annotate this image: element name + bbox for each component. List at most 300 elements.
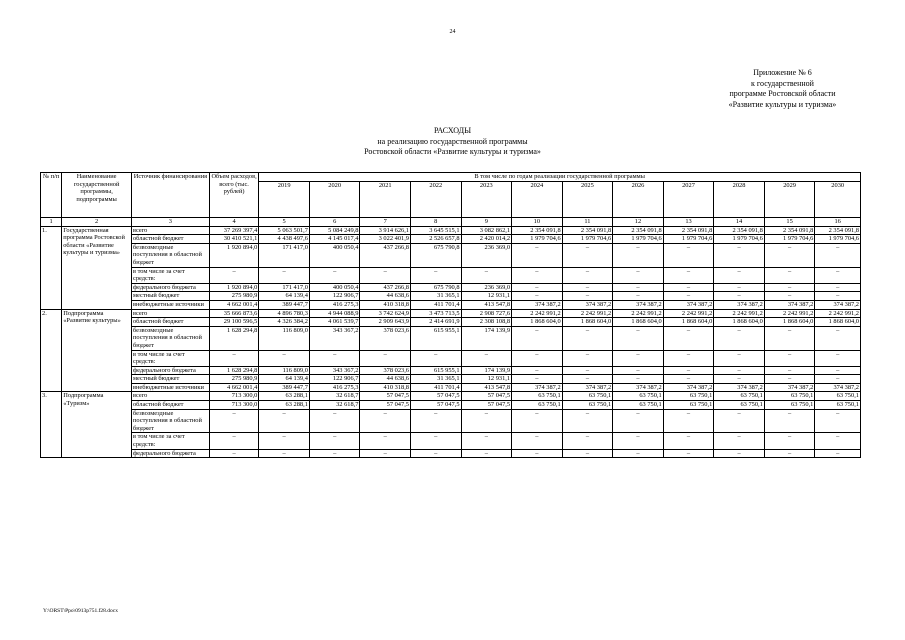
year-amount: 3 473 713,5	[411, 309, 462, 318]
year-amount: 2 354 091,8	[562, 226, 613, 235]
column-number: 4	[209, 217, 259, 226]
year-amount: 31 365,1	[411, 375, 462, 384]
year-amount: –	[764, 433, 815, 449]
year-amount: 2 420 014,2	[461, 235, 512, 244]
year-amount: –	[714, 243, 765, 267]
year-amount: 374 387,2	[714, 383, 765, 392]
year-amount: 2 242 991,2	[714, 309, 765, 318]
table-row	[41, 226, 861, 235]
year-amount: –	[663, 433, 714, 449]
column-number: 5	[259, 217, 310, 226]
year-amount: –	[360, 267, 411, 283]
year-amount: –	[562, 267, 613, 283]
year-amount: –	[714, 267, 765, 283]
year-amount: 32 618,7	[309, 392, 360, 401]
year-amount: 1 868 604,0	[512, 318, 563, 327]
table-row	[41, 243, 861, 267]
year-amount: 57 047,5	[461, 401, 512, 410]
year-amount: –	[764, 326, 815, 350]
year-amount: 374 387,2	[512, 383, 563, 392]
funding-source: областной бюджет	[131, 235, 209, 244]
year-amount: –	[613, 366, 664, 375]
funding-source: областной бюджет	[131, 318, 209, 327]
year-amount: –	[613, 433, 664, 449]
table-row	[41, 392, 861, 401]
year-amount: 2 242 991,2	[613, 309, 664, 318]
year-amount: 343 367,2	[309, 326, 360, 350]
year-amount: 615 955,1	[411, 366, 462, 375]
year-amount: –	[512, 267, 563, 283]
table-row	[41, 383, 861, 392]
year-amount: 374 387,2	[714, 300, 765, 309]
funding-source: федерального бюджета	[131, 283, 209, 292]
total-amount: 713 300,0	[209, 392, 259, 401]
year-amount: –	[259, 267, 310, 283]
year-amount: –	[562, 283, 613, 292]
year-amount: –	[411, 449, 462, 458]
column-number-row	[41, 217, 861, 226]
year-amount: 1 868 604,0	[663, 318, 714, 327]
header-year: 2021	[360, 181, 411, 217]
year-amount: –	[461, 350, 512, 366]
year-amount: –	[714, 283, 765, 292]
year-amount: –	[815, 409, 861, 433]
year-amount: –	[461, 433, 512, 449]
year-amount: 57 047,5	[360, 401, 411, 410]
year-amount: –	[663, 267, 714, 283]
header-year: 2025	[562, 181, 613, 217]
year-amount: 2 354 091,8	[764, 226, 815, 235]
year-amount: –	[663, 409, 714, 433]
table-row	[41, 318, 861, 327]
table-row	[41, 350, 861, 366]
year-amount: 374 387,2	[815, 383, 861, 392]
year-amount: –	[663, 326, 714, 350]
year-amount: 1 979 704,6	[663, 235, 714, 244]
year-amount: 57 047,5	[360, 392, 411, 401]
year-amount: –	[512, 449, 563, 458]
year-amount: 400 050,4	[309, 243, 360, 267]
year-amount: 675 790,8	[411, 283, 462, 292]
program-number: 2.	[41, 309, 62, 392]
year-amount: 410 318,8	[360, 300, 411, 309]
total-amount: –	[209, 449, 259, 458]
year-amount: –	[815, 350, 861, 366]
year-amount: 116 809,0	[259, 366, 310, 375]
column-number: 16	[815, 217, 861, 226]
year-amount: 2 908 727,6	[461, 309, 512, 318]
year-amount: –	[259, 409, 310, 433]
year-amount: –	[411, 433, 462, 449]
year-amount: 2 354 091,8	[613, 226, 664, 235]
year-amount: 2 242 991,2	[562, 309, 613, 318]
year-amount: 5 063 501,7	[259, 226, 310, 235]
year-amount: 411 701,4	[411, 383, 462, 392]
year-amount: 63 750,1	[613, 401, 664, 410]
year-amount: 57 047,5	[411, 401, 462, 410]
appendix-line: программе Ростовской области	[729, 89, 836, 98]
year-amount: –	[613, 292, 664, 301]
table-row	[41, 449, 861, 458]
year-amount: –	[562, 326, 613, 350]
year-amount: 416 275,3	[309, 383, 360, 392]
table-row	[41, 409, 861, 433]
header-year: 2023	[461, 181, 512, 217]
year-amount: –	[663, 449, 714, 458]
year-amount: –	[562, 433, 613, 449]
year-amount: –	[613, 449, 664, 458]
total-amount: 30 410 521,1	[209, 235, 259, 244]
year-amount: –	[360, 433, 411, 449]
year-amount: –	[714, 292, 765, 301]
year-amount: 4 944 088,9	[309, 309, 360, 318]
year-amount: –	[360, 449, 411, 458]
total-amount: 713 300,0	[209, 401, 259, 410]
year-amount: 615 955,1	[411, 326, 462, 350]
title-line: на реализацию государственной программы	[377, 136, 528, 146]
funding-source: областной бюджет	[131, 401, 209, 410]
year-amount: –	[512, 366, 563, 375]
year-amount: 1 979 704,6	[764, 235, 815, 244]
total-amount: 4 662 001,4	[209, 300, 259, 309]
year-amount: –	[663, 283, 714, 292]
year-amount: –	[764, 283, 815, 292]
table-row	[41, 292, 861, 301]
year-amount: 4 326 384,2	[259, 318, 310, 327]
column-number: 3	[131, 217, 209, 226]
year-amount: –	[461, 409, 512, 433]
year-amount: 63 750,1	[764, 401, 815, 410]
year-amount: –	[764, 267, 815, 283]
column-number: 7	[360, 217, 411, 226]
header-name: Наименование государственной программы, подпрограммы	[62, 173, 132, 218]
year-amount: –	[309, 409, 360, 433]
year-amount: –	[411, 409, 462, 433]
column-number: 12	[613, 217, 664, 226]
year-amount: –	[764, 409, 815, 433]
year-amount: –	[360, 350, 411, 366]
year-amount: 12 931,1	[461, 292, 512, 301]
year-amount: 374 387,2	[764, 383, 815, 392]
funding-source: внебюджетные источники	[131, 383, 209, 392]
year-amount: 63 750,1	[663, 392, 714, 401]
header-years-group: В том числе по годам реализации государственной программы	[259, 173, 861, 182]
year-amount: –	[714, 433, 765, 449]
year-amount: –	[714, 366, 765, 375]
column-number: 8	[411, 217, 462, 226]
year-amount: 3 742 624,9	[360, 309, 411, 318]
year-amount: 57 047,5	[461, 392, 512, 401]
year-amount: –	[663, 366, 714, 375]
year-amount: –	[512, 433, 563, 449]
year-amount: –	[562, 350, 613, 366]
year-amount: –	[562, 243, 613, 267]
year-amount: –	[309, 350, 360, 366]
year-amount: 416 275,3	[309, 300, 360, 309]
year-amount: –	[764, 366, 815, 375]
year-amount: –	[714, 326, 765, 350]
expenses-table	[40, 172, 861, 458]
total-amount: 29 100 596,5	[209, 318, 259, 327]
header-row	[41, 173, 861, 182]
year-amount: 675 790,8	[411, 243, 462, 267]
year-amount: 64 139,4	[259, 375, 310, 384]
year-amount: 2 242 991,2	[512, 309, 563, 318]
year-amount: 374 387,2	[562, 300, 613, 309]
year-amount: –	[512, 409, 563, 433]
year-amount: 63 750,1	[512, 392, 563, 401]
year-amount: 1 979 704,6	[613, 235, 664, 244]
year-amount: –	[714, 350, 765, 366]
total-amount: 1 920 894,0	[209, 243, 259, 267]
year-amount: 63 750,1	[663, 401, 714, 410]
year-amount: 413 547,8	[461, 300, 512, 309]
funding-source: безвозмездные поступления в областной бюджет	[131, 243, 209, 267]
year-amount: –	[309, 267, 360, 283]
funding-source: федерального бюджета	[131, 449, 209, 458]
header-year: 2028	[714, 181, 765, 217]
year-amount: 437 266,8	[360, 243, 411, 267]
appendix-line: «Развитие культуры и туризма»	[728, 99, 837, 109]
file-path-footer: Y:\ORST\Ppo\0913p751.f28.docx	[43, 608, 118, 614]
year-amount: 2 354 091,8	[815, 226, 861, 235]
year-amount: 1 868 604,0	[815, 318, 861, 327]
year-amount: 1 868 604,0	[613, 318, 664, 327]
column-number: 15	[764, 217, 815, 226]
header-year: 2022	[411, 181, 462, 217]
program-number: 1.	[41, 226, 62, 309]
year-amount: 63 750,1	[764, 392, 815, 401]
year-amount: –	[411, 267, 462, 283]
year-amount: –	[461, 267, 512, 283]
year-amount: 12 931,1	[461, 375, 512, 384]
table-body	[41, 226, 861, 458]
year-amount: –	[309, 449, 360, 458]
program-name: Подпрограмма «Развитие культуры»	[62, 309, 132, 392]
year-amount: 63 750,1	[512, 401, 563, 410]
column-number: 1	[41, 217, 62, 226]
year-amount: 116 809,0	[259, 326, 310, 350]
year-amount: 4 145 017,4	[309, 235, 360, 244]
year-amount: 63 750,1	[714, 401, 765, 410]
year-amount: 4 438 497,6	[259, 235, 310, 244]
table-row	[41, 283, 861, 292]
column-number: 6	[309, 217, 360, 226]
year-amount: 1 979 704,6	[512, 235, 563, 244]
year-amount: –	[764, 350, 815, 366]
total-amount: –	[209, 409, 259, 433]
year-amount: 1 868 604,0	[562, 318, 613, 327]
appendix-caption	[690, 68, 875, 110]
funding-source: безвозмездные поступления в областной бюджет	[131, 409, 209, 433]
total-amount: –	[209, 433, 259, 449]
year-amount: 1 979 704,6	[562, 235, 613, 244]
year-amount: 1 868 604,0	[764, 318, 815, 327]
appendix-line: Приложение № 6	[753, 68, 812, 77]
year-amount: 389 447,7	[259, 383, 310, 392]
table-row	[41, 366, 861, 375]
year-amount: 3 645 515,1	[411, 226, 462, 235]
year-amount: –	[411, 350, 462, 366]
column-number: 2	[62, 217, 132, 226]
year-amount: –	[461, 449, 512, 458]
year-amount: –	[562, 292, 613, 301]
total-amount: 1 920 894,0	[209, 283, 259, 292]
year-amount: –	[764, 292, 815, 301]
year-amount: 2 242 991,2	[764, 309, 815, 318]
year-amount: –	[815, 267, 861, 283]
title-line: Ростовской области «Развитие культуры и туризма»	[364, 147, 541, 156]
year-amount: –	[512, 243, 563, 267]
total-amount: 4 662 001,4	[209, 383, 259, 392]
year-amount: 122 906,7	[309, 292, 360, 301]
funding-source: в том числе за счет средств:	[131, 350, 209, 366]
year-amount: –	[613, 350, 664, 366]
year-amount: –	[714, 449, 765, 458]
year-amount: –	[613, 267, 664, 283]
year-amount: –	[663, 375, 714, 384]
table-row	[41, 309, 861, 318]
table-row	[41, 326, 861, 350]
year-amount: 413 547,8	[461, 383, 512, 392]
total-amount: –	[209, 350, 259, 366]
year-amount: –	[815, 326, 861, 350]
year-amount: –	[815, 433, 861, 449]
column-number: 14	[714, 217, 765, 226]
funding-source: безвозмездные поступления в областной бюджет	[131, 326, 209, 350]
year-amount: 5 084 249,8	[309, 226, 360, 235]
year-amount: –	[562, 375, 613, 384]
year-amount: 2 242 991,2	[815, 309, 861, 318]
year-amount: 63 288,1	[259, 392, 310, 401]
program-name: Подпрограмма «Туризм»	[62, 392, 132, 458]
year-amount: 63 750,1	[815, 401, 861, 410]
year-amount: 171 417,0	[259, 283, 310, 292]
year-amount: 63 750,1	[613, 392, 664, 401]
column-number: 13	[663, 217, 714, 226]
table-row	[41, 267, 861, 283]
header-year: 2024	[512, 181, 563, 217]
year-amount: –	[512, 326, 563, 350]
year-amount: 378 023,6	[360, 366, 411, 375]
year-amount: 2 242 991,2	[663, 309, 714, 318]
total-amount: 275 980,9	[209, 375, 259, 384]
year-amount: 171 417,0	[259, 243, 310, 267]
year-amount: –	[613, 326, 664, 350]
funding-source: местный бюджет	[131, 375, 209, 384]
header-year: 2027	[663, 181, 714, 217]
year-amount: –	[815, 243, 861, 267]
year-amount: 57 047,5	[411, 392, 462, 401]
header-year: 2026	[613, 181, 664, 217]
year-amount: 63 750,1	[815, 392, 861, 401]
total-amount: –	[209, 267, 259, 283]
year-amount: –	[714, 375, 765, 384]
table-row	[41, 235, 861, 244]
year-amount: 4 896 780,3	[259, 309, 310, 318]
year-amount: –	[360, 409, 411, 433]
year-amount: 389 447,7	[259, 300, 310, 309]
year-amount: 63 750,1	[714, 392, 765, 401]
year-amount: 2 354 091,8	[714, 226, 765, 235]
year-amount: –	[663, 350, 714, 366]
year-amount: 44 638,6	[360, 375, 411, 384]
year-amount: 236 369,0	[461, 283, 512, 292]
header-total: Объем расходов, всего (тыс. рублей)	[209, 173, 259, 218]
year-amount: 374 387,2	[764, 300, 815, 309]
funding-source: федерального бюджета	[131, 366, 209, 375]
year-amount: –	[259, 433, 310, 449]
year-amount: –	[815, 283, 861, 292]
year-amount: 343 367,2	[309, 366, 360, 375]
table-row	[41, 375, 861, 384]
column-number: 9	[461, 217, 512, 226]
year-amount: –	[815, 449, 861, 458]
year-amount: 1 979 704,6	[815, 235, 861, 244]
year-amount: 3 914 626,1	[360, 226, 411, 235]
year-amount: –	[259, 350, 310, 366]
column-number: 11	[562, 217, 613, 226]
year-amount: –	[764, 375, 815, 384]
year-amount: –	[613, 243, 664, 267]
year-amount: –	[663, 292, 714, 301]
year-amount: 378 023,6	[360, 326, 411, 350]
year-amount: 64 139,4	[259, 292, 310, 301]
header-num: № п/п	[41, 173, 62, 218]
header-year: 2019	[259, 181, 310, 217]
year-amount: –	[512, 283, 563, 292]
year-amount: 374 387,2	[663, 300, 714, 309]
year-amount: 1 979 704,6	[714, 235, 765, 244]
funding-source: всего	[131, 392, 209, 401]
total-amount: 275 980,9	[209, 292, 259, 301]
header-source: Источник финансирования	[131, 173, 209, 218]
program-number: 3.	[41, 392, 62, 458]
year-amount: –	[764, 243, 815, 267]
funding-source: местный бюджет	[131, 292, 209, 301]
year-amount: 411 701,4	[411, 300, 462, 309]
year-amount: –	[562, 366, 613, 375]
year-amount: –	[309, 433, 360, 449]
year-amount: –	[613, 409, 664, 433]
year-amount: 63 750,1	[562, 392, 613, 401]
year-amount: –	[613, 375, 664, 384]
year-amount: 2 354 091,8	[663, 226, 714, 235]
year-amount: 174 139,9	[461, 326, 512, 350]
year-amount: –	[512, 375, 563, 384]
year-amount: 122 906,7	[309, 375, 360, 384]
column-number: 10	[512, 217, 563, 226]
year-amount: 374 387,2	[613, 300, 664, 309]
year-amount: 3 082 862,1	[461, 226, 512, 235]
year-amount: –	[512, 350, 563, 366]
year-amount: –	[815, 375, 861, 384]
year-amount: 410 318,8	[360, 383, 411, 392]
year-amount: –	[562, 409, 613, 433]
table-row	[41, 300, 861, 309]
year-amount: 374 387,2	[562, 383, 613, 392]
header-year: 2030	[815, 181, 861, 217]
program-name: Государственная программа Ростовской области «Развитие культуры и туризма»	[62, 226, 132, 309]
year-amount: 44 638,6	[360, 292, 411, 301]
page-number: 24	[449, 29, 456, 35]
year-amount: 3 022 401,9	[360, 235, 411, 244]
year-amount: –	[259, 449, 310, 458]
year-amount: –	[714, 409, 765, 433]
appendix-line: к государственной	[751, 78, 814, 88]
year-amount: 2 414 691,9	[411, 318, 462, 327]
year-amount: –	[764, 449, 815, 458]
